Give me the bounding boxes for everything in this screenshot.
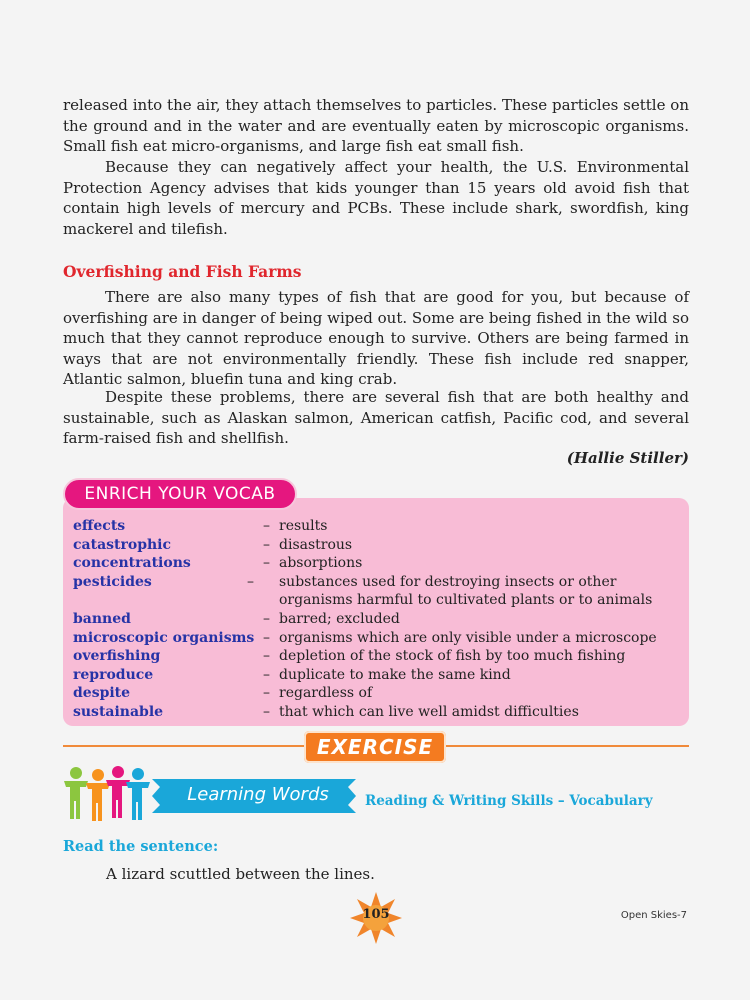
dash: – xyxy=(263,536,270,553)
vocab-meaning xyxy=(263,610,689,629)
body-paragraph-4: Despite these problems, there are several fish that are both healthy and sustainable, such as Alaskan salmon, American catfish, Pacific cod, and several farm-raised fish and shellfish. xyxy=(63,388,689,447)
learning-words-label: Learning Words xyxy=(187,784,329,805)
vocab-word: catastrophic xyxy=(73,536,172,553)
vocab-word: sustainable xyxy=(73,703,164,720)
vocab-word: microscopic organisms xyxy=(73,629,255,646)
dash: – xyxy=(247,573,254,590)
page-number: 105 xyxy=(362,907,390,922)
vocab-meaning xyxy=(263,684,689,703)
vocab-row xyxy=(73,666,689,685)
dash: – xyxy=(263,555,270,572)
vocab-row xyxy=(73,554,689,573)
dash: – xyxy=(263,703,270,720)
vocab-list xyxy=(73,517,689,722)
dash: – xyxy=(263,685,270,702)
vocab-meaning-text: organisms which are only visible under a microscope xyxy=(279,629,657,646)
vocab-meaning-text: that which can live well amidst difficulties xyxy=(279,703,579,720)
vocab-meaning-text: substances used for destroying insects or other organisms harmful to cultivated plants or to animals xyxy=(279,573,653,609)
vocab-meaning-text: absorptions xyxy=(279,555,363,572)
vocab-row xyxy=(73,684,689,703)
dash: – xyxy=(263,518,270,534)
vocab-word: banned xyxy=(73,610,131,627)
kids-group-icon xyxy=(60,763,152,823)
vocab-word: despite xyxy=(73,685,131,702)
read-sentence-label: Read the sentence: xyxy=(63,838,219,855)
dash: – xyxy=(263,629,270,646)
vocab-meaning-text: depletion of the stock of fish by too much fishing xyxy=(279,648,626,665)
body-paragraph-2: Because they can negatively affect your health, the U.S. Environmental Protection Agency advises that kids younger than 15 years old avoid fish that contain high levels of mercury and PCBs. These include shark, swordfish, king mackerel and tilefish. xyxy=(63,158,689,238)
vocab-meaning xyxy=(263,517,689,536)
section-heading: Overfishing and Fish Farms xyxy=(63,262,302,281)
exercise-badge: EXERCISE xyxy=(304,731,446,763)
dash: – xyxy=(263,610,270,627)
vocab-meaning-text: barred; excluded xyxy=(279,610,400,627)
vocab-row xyxy=(73,703,689,722)
dash: – xyxy=(263,648,270,665)
vocab-meaning xyxy=(247,573,689,610)
body-paragraph-1: released into the air, they attach themselves to particles. These particles settle on the ground and in the water and are eventually eaten by microscopic organisms. Small fish eat micro-organisms, and large fish eat small fish. xyxy=(63,96,689,155)
vocab-word: effects xyxy=(73,518,126,534)
vocab-row xyxy=(73,629,689,648)
vocab-meaning-text: results xyxy=(279,518,328,534)
example-sentence: A lizard scuttled between the lines. xyxy=(106,865,375,883)
vocab-word: overfishing xyxy=(73,648,161,665)
vocab-word: pesticides xyxy=(73,573,152,590)
skills-subtitle: Reading & Writing Skills – Vocabulary xyxy=(365,793,653,809)
vocab-title-tab: ENRICH YOUR VOCAB xyxy=(63,478,297,510)
vocab-meaning-text: disastrous xyxy=(279,536,353,553)
vocab-row xyxy=(73,610,689,629)
vocab-meaning xyxy=(263,703,689,722)
vocab-meaning xyxy=(263,629,689,648)
vocab-meaning-text: duplicate to make the same kind xyxy=(279,666,511,683)
vocab-row xyxy=(73,517,689,536)
vocab-word: reproduce xyxy=(73,666,154,683)
dash: – xyxy=(263,666,270,683)
vocab-row xyxy=(73,536,689,555)
vocab-meaning xyxy=(263,536,689,555)
body-paragraph-3: There are also many types of fish that are good for you, but because of overfishing are in danger of being wiped out. Some are being fished in the wild so much that they cannot reproduce enough to survive. Others are being farmed in ways that are not environmentally friendly. These fish include red snapper, Atlantic salmon, bluefin tuna and king crab. xyxy=(63,288,689,388)
vocab-row xyxy=(73,647,689,666)
author-credit: (Hallie Stiller) xyxy=(566,449,689,467)
vocab-meaning xyxy=(263,647,689,666)
vocab-meaning xyxy=(263,666,689,685)
vocab-word: concentrations xyxy=(73,555,191,572)
vocab-row xyxy=(73,573,689,610)
vocab-meaning xyxy=(263,554,689,573)
vocab-meaning-text: regardless of xyxy=(279,685,373,702)
series-name: Open Skies-7 xyxy=(620,910,687,921)
